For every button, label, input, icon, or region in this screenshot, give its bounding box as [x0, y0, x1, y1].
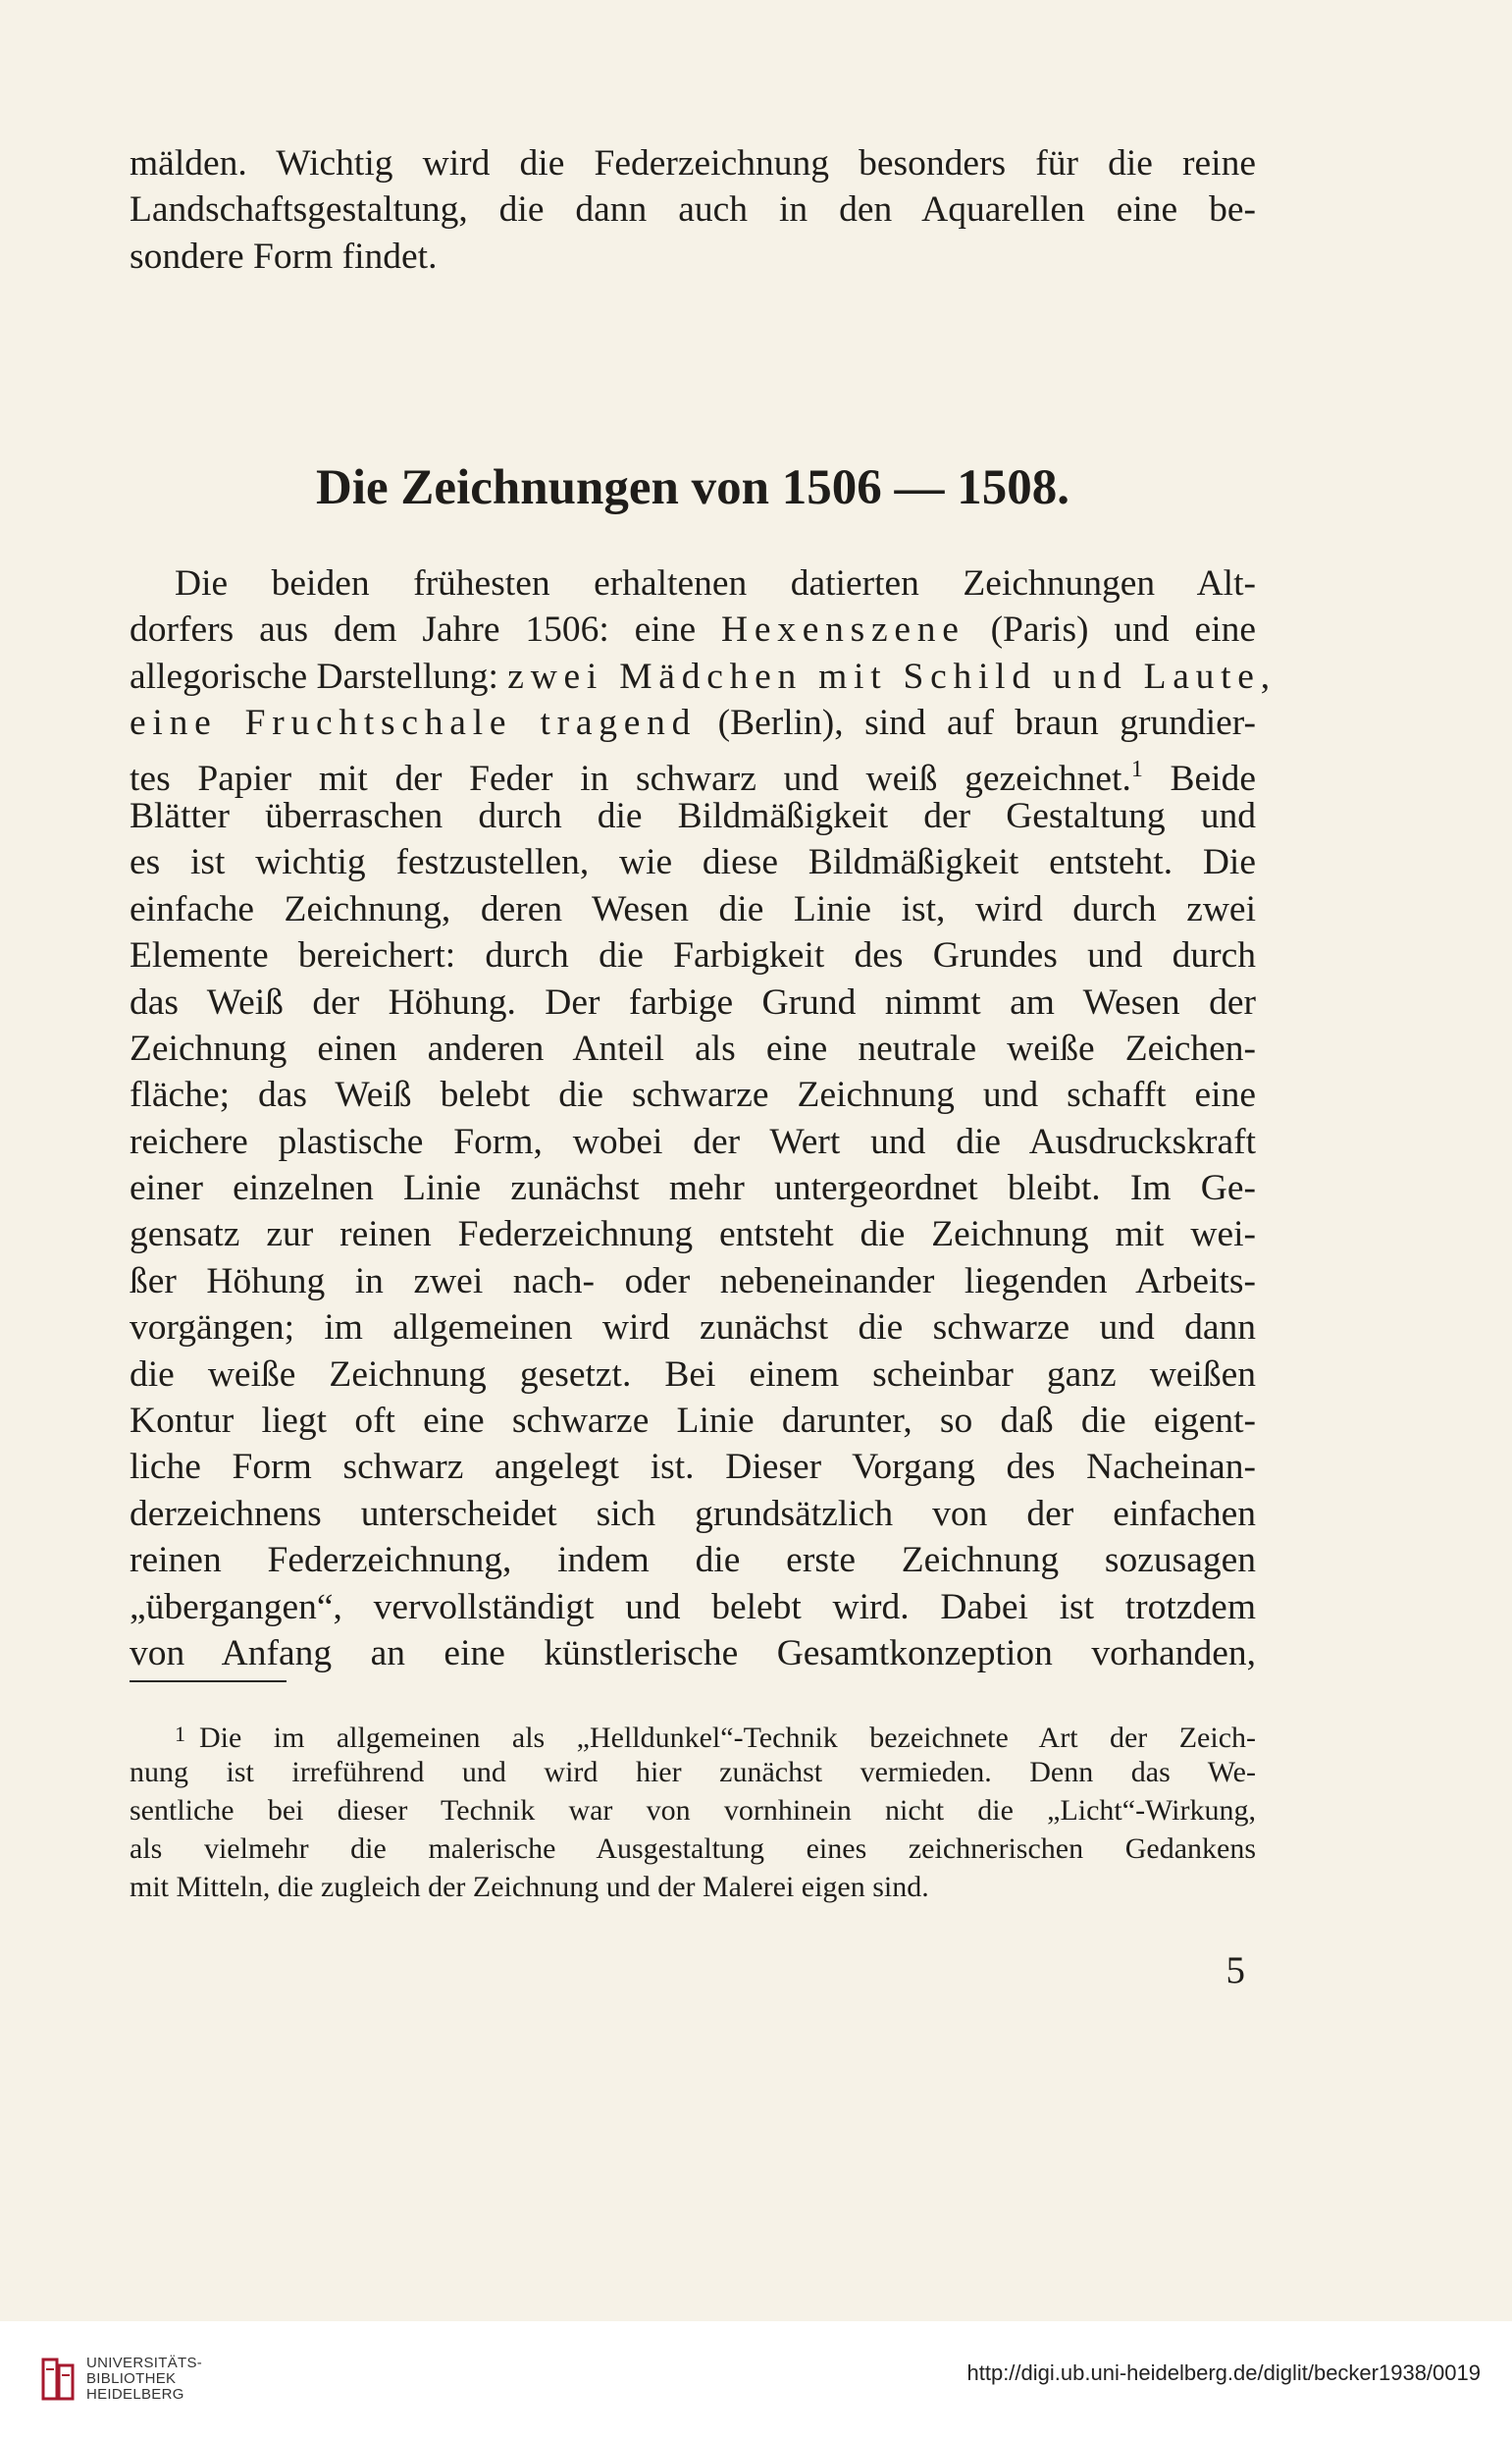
footnote-number: 1	[175, 1722, 185, 1746]
footnote-marker: 1	[1130, 756, 1143, 782]
text-line: das Weiß der Höhung. Der farbige Grund nimmt am Wesen der	[130, 981, 1256, 1023]
body-paragraph	[130, 560, 1277, 1676]
spaced-title: zwei Mädchen mit Schild und Laute,	[507, 656, 1277, 697]
library-name: UNIVERSITÄTS- BIBLIOTHEK HEIDELBERG	[86, 2355, 203, 2403]
text-line: liche Form schwarz angelegt ist. Dieser Vorgang des Nacheinan-	[130, 1447, 1256, 1488]
text-line: tes Papier mit der Feder in schwarz und weiß gezeichnet.$^1$ Beide	[130, 756, 1256, 799]
text-line: fläche; das Weiß belebt die schwarze Zeichnung und schafft eine	[130, 1075, 1256, 1116]
text-line: Zeichnung einen anderen Anteil als eine neutrale weiße Zeichen-	[130, 1028, 1256, 1069]
spaced-title: Hexenszene	[721, 610, 965, 651]
footnote	[130, 1715, 1256, 1906]
text-line: die weiße Zeichnung gesetzt. Bei einem scheinbar ganz weißen	[130, 1353, 1256, 1395]
text-line: dorfers aus dem Jahre 1506: eine Hexenszene (Paris) und eine	[130, 610, 1257, 651]
text-line: „übergangen“, vervollständigt und belebt wird. Dabei ist trotzdem	[130, 1586, 1256, 1627]
footnote-line: sentliche bei dieser Technik war von vornhinein nicht die „Licht“-Wirkung,	[130, 1794, 1256, 1827]
text-line: allegorische Darstellung: zwei Mädchen mit Schild und Laute,	[130, 656, 1277, 697]
text-line: reichere plastische Form, wobei der Wert und die Ausdruckskraft	[130, 1121, 1256, 1162]
text-line: eine Fruchtschale tragend (Berlin), sind auf braun grundier-	[130, 703, 1256, 744]
text-line: gensatz zur reinen Federzeichnung entsteht die Zeichnung mit wei-	[130, 1214, 1256, 1255]
footnote-divider	[130, 1680, 287, 1682]
section-heading: Die Zeichnungen von 1506 — 1508.	[316, 460, 1069, 515]
text-line: einfache Zeichnung, deren Wesen die Linie ist, wird durch zwei	[130, 888, 1256, 929]
source-url-link[interactable]: http://digi.ub.uni-heidelberg.de/diglit/becker1938/0019	[966, 2360, 1481, 2385]
text-line: mälden. Wichtig wird die Federzeichnung besonders für die reine	[130, 143, 1256, 184]
text-line: ßer Höhung in zwei nach- oder nebeneinander liegenden Arbeits-	[130, 1260, 1256, 1301]
footnote-line: als vielmehr die malerische Ausgestaltung eines zeichnerischen Gedankens	[130, 1832, 1256, 1865]
spaced-title: eine Fruchtschale tragend	[130, 703, 698, 744]
footnote-line: mit Mitteln, die zugleich der Zeichnung und der Malerei eigen sind.	[130, 1871, 929, 1903]
text-line: vorgängen; im allgemeinen wird zunächst die schwarze und dann	[130, 1307, 1256, 1349]
page-number: 5	[1225, 1949, 1245, 1991]
text-line: Landschaftsgestaltung, die dann auch in den Aquarellen eine be-	[130, 189, 1256, 231]
text-line: Blätter überraschen durch die Bildmäßigkeit der Gestaltung und	[130, 795, 1256, 836]
text-line: derzeichnens unterscheidet sich grundsätzlich von der einfachen	[130, 1493, 1256, 1534]
text-line: einer einzelnen Linie zunächst mehr untergeordnet bleibt. Im Ge-	[130, 1168, 1256, 1209]
footnote-line: nung ist irreführend und wird hier zunächst vermieden. Denn das We-	[130, 1756, 1256, 1788]
text-line: sondere Form findet.	[130, 236, 438, 277]
footnote-line: $^1$ Die im allgemeinen als „Helldunkel“-Technik bezeichnete Art der Zeich-	[175, 1722, 1256, 1754]
text-line: reinen Federzeichnung, indem die erste Zeichnung sozusagen	[130, 1540, 1256, 1581]
text-line: Kontur liegt oft eine schwarze Linie darunter, so daß die eigent-	[130, 1401, 1256, 1442]
text-line: Die beiden frühesten erhaltenen datierten Zeichnungen Alt-	[175, 563, 1256, 604]
text-line: von Anfang an eine künstlerische Gesamtkonzeption vorhanden,	[130, 1632, 1256, 1673]
intro-paragraph	[130, 140, 1256, 280]
library-logo-icon	[41, 2358, 75, 2401]
text-line: Elemente bereichert: durch die Farbigkeit des Grundes und durch	[130, 935, 1256, 977]
text-line: es ist wichtig festzustellen, wie diese Bildmäßigkeit entsteht. Die	[130, 842, 1256, 883]
